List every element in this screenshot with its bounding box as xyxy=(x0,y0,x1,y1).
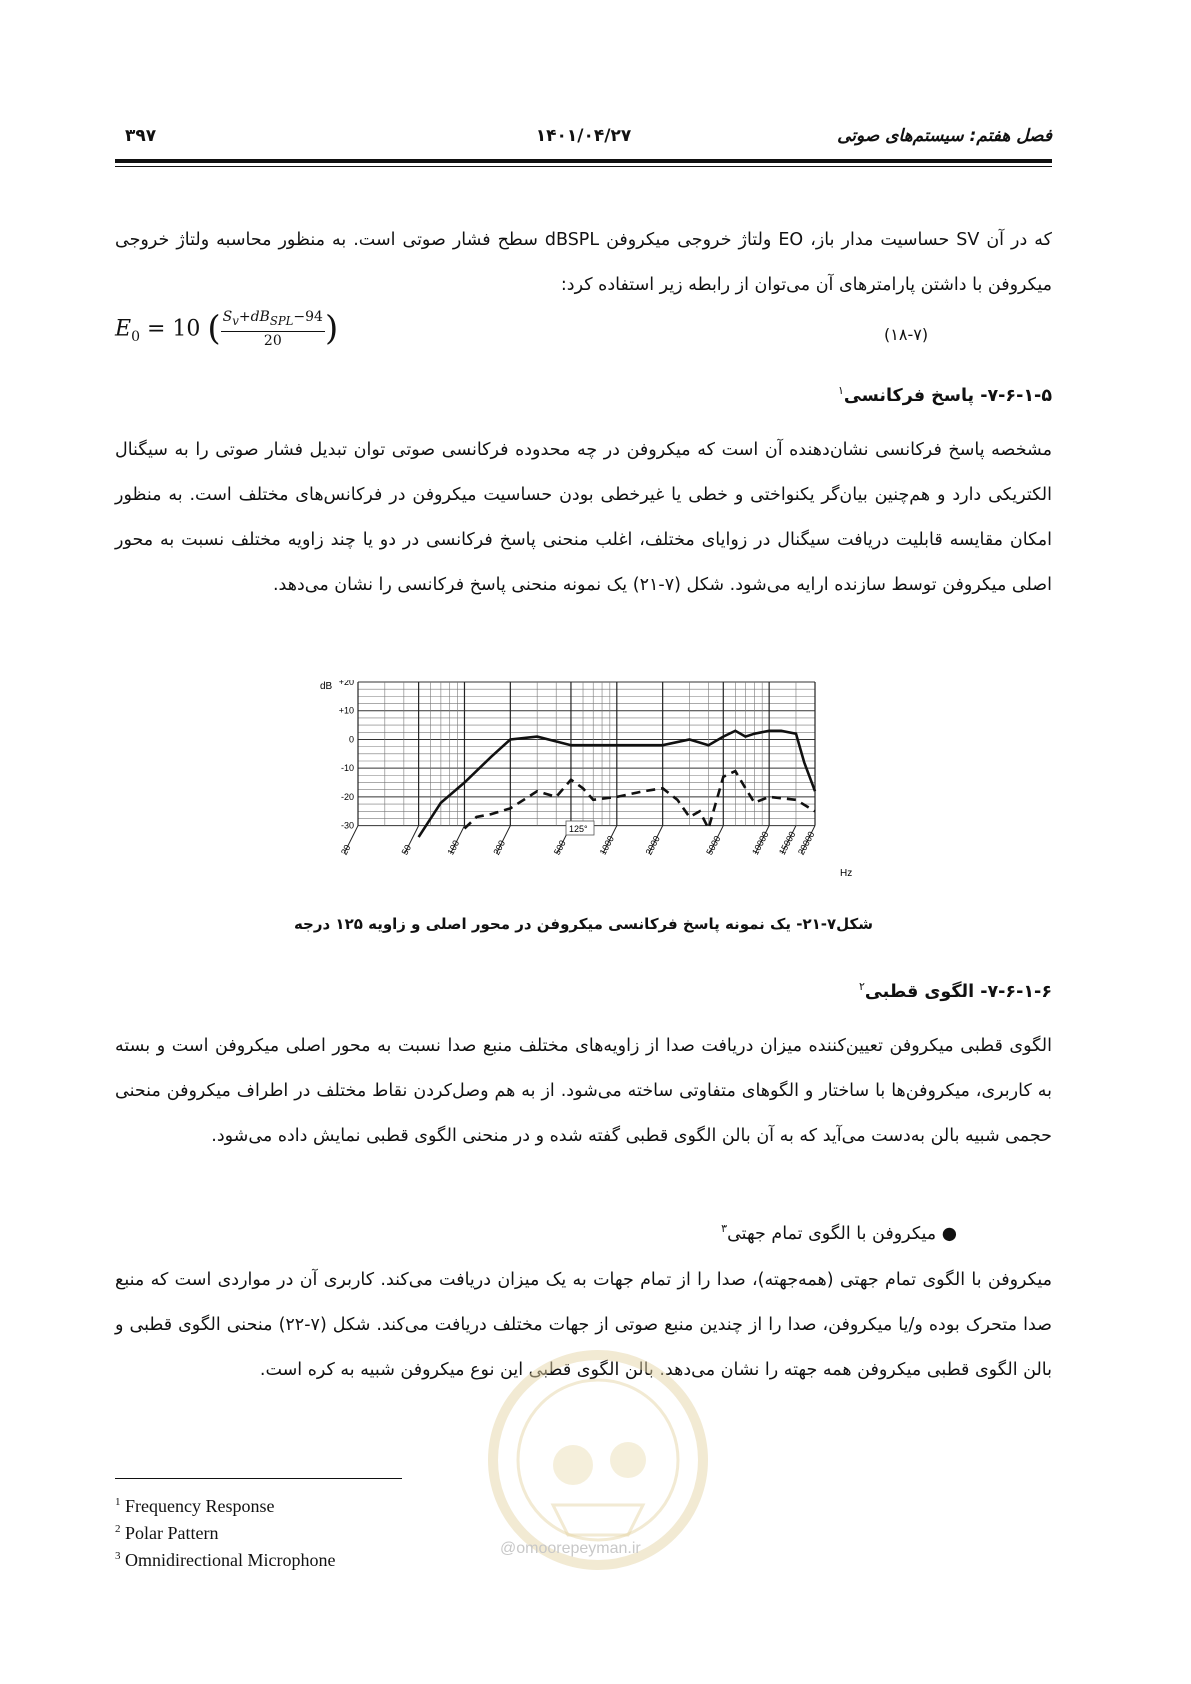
omnidirectional-paragraph: میکروفن با الگوی تمام جهتی (همه‌جهته)، صدا را از تمام جهات به یک میزان دریافت می‌کند. کاربری آن در مواردی است که منبع صدا متحرک بوده و/یا میکروفن، صدا را از چندین منبع صوتی از جهات مختلف دریافت می‌کند. شکل (۷-۲۲) منحنی الگوی قطبی و بالن الگوی قطبی میکروفن همه جهته را نشان می‌دهد. بالن الگوی قطبی این نوع میکروفن شبیه به کره است. xyxy=(115,1270,1052,1380)
header-date: ۱۴۰۱/۰۴/۲۷ xyxy=(535,126,632,146)
x-tick-label: 200 xyxy=(491,838,508,857)
angle-annotation xyxy=(566,821,594,835)
y-tick-label: -10 xyxy=(340,763,354,774)
x-tick-label: 10000 xyxy=(750,829,771,857)
watermark-text: @omoorepeyman.ir xyxy=(500,1540,641,1557)
page-header xyxy=(115,126,1052,146)
frequency-response-chart xyxy=(318,680,858,890)
chapter-title: فصل هفتم: سیستم‌های صوتی xyxy=(837,126,1052,146)
frequency-response-paragraph: مشخصه پاسخ فرکانسی نشان‌دهنده آن است که میکروفن در چه محدوده فرکانسی صوتی توان تبدیل فشار صوتی را به سیگنال الکتریکی دارد و هم‌چنین بیان‌گر یکنواختی و خطی یا غیرخطی بودن حساسیت میکروفن در فرکانس‌های مختلف است. به منظور امکان مقایسه قابلیت دریافت سیگنال در زوایای مختلف، اغلب منحنی پاسخ فرکانسی در دو یا چند زاویه مختلف نسبت به محور اصلی میکروفن توسط سازنده ارایه می‌شود. شکل (۷-۲۱) یک نمونه منحنی پاسخ فرکانسی را نشان می‌دهد. xyxy=(115,440,1052,595)
figure-caption: شکل۷-۲۱- یک نمونه پاسخ فرکانسی میکروفن در محور اصلی و زاویه ۱۲۵ درجه xyxy=(293,915,874,933)
bullet-omnidirectional: ● میکروفن با الگوی تمام جهتی$^۳$ xyxy=(721,1222,957,1244)
x-tick-label: 5000 xyxy=(704,834,723,857)
y-tick-labels xyxy=(339,680,354,831)
annotation-label: 125° xyxy=(569,824,588,834)
header-rule-thick xyxy=(115,159,1052,163)
bullet-dot: ● xyxy=(936,1223,957,1244)
y-tick-label: +20 xyxy=(338,680,354,687)
y-tick-label: -20 xyxy=(340,791,354,802)
x-tick-label: 100 xyxy=(445,838,462,857)
section-heading-frequency-response: ۷-۶-۱-۵- پاسخ فرکانسی$^۱$ xyxy=(837,384,1052,406)
footnote-2: $^2$ Polar Pattern xyxy=(115,1523,219,1543)
x-tick-label: 2000 xyxy=(643,834,662,857)
x-tick-label: 20000 xyxy=(795,829,817,857)
intro-paragraph: که در آن SV حساسیت مدار باز، EO ولتاژ خروجی میکروفن dBSPL سطح فشار صوتی است. به منظور محاسبه ولتاژ خروجی میکروفن با داشتن پارامترهای آن می‌توان از رابطه زیر استفاده کرد: xyxy=(115,230,1052,295)
section-heading-polar-pattern: ۷-۶-۱-۶- الگوی قطبی$^۲$ xyxy=(859,980,1052,1002)
footnote-1: $^1$ Frequency Response xyxy=(115,1496,275,1516)
x-tick-label: 500 xyxy=(551,838,568,857)
x-tick-label: 50 xyxy=(399,843,414,857)
header-rule-thin xyxy=(115,166,1052,167)
y-tick-label: +10 xyxy=(338,705,354,716)
equation-number: (۱۸-۷) xyxy=(884,325,929,344)
footnote-3: $^3$ Omnidirectional Microphone xyxy=(115,1550,336,1570)
footnote-rule xyxy=(115,1478,402,1479)
page-number: ۳۹۷ xyxy=(125,126,157,146)
x-tick-label: 20 xyxy=(338,843,353,857)
y-axis-label: dB xyxy=(320,681,333,692)
y-tick-label: 0 xyxy=(348,734,354,745)
x-tick-label: 1000 xyxy=(597,834,616,857)
x-tick-label: 15000 xyxy=(776,829,798,857)
equation: $E_0 = 10$ ( $S_v+dB_{SPL}-94$ 20 ) xyxy=(115,308,339,349)
y-tick-label: -30 xyxy=(340,820,354,831)
polar-pattern-paragraph: الگوی قطبی میکروفن تعیین‌کننده میزان دریافت صدا از زاویه‌های مختلف منبع صدا نسبت به محور اصلی میکروفن است و بسته به کاربری، میکروفن‌ها با ساختار و الگوهای متفاوتی ساخته می‌شود. از به هم وصل‌کردن نقاط مختلف در اطراف میکروفن منحنی حجمی شبیه بالن به‌دست می‌آید که به آن بالن الگوی قطبی گفته شده و در منحنی الگوی قطبی نمایش داده می‌شود. xyxy=(115,1036,1052,1146)
x-axis-label: Hz xyxy=(840,868,853,879)
footnotes xyxy=(115,1491,335,1572)
